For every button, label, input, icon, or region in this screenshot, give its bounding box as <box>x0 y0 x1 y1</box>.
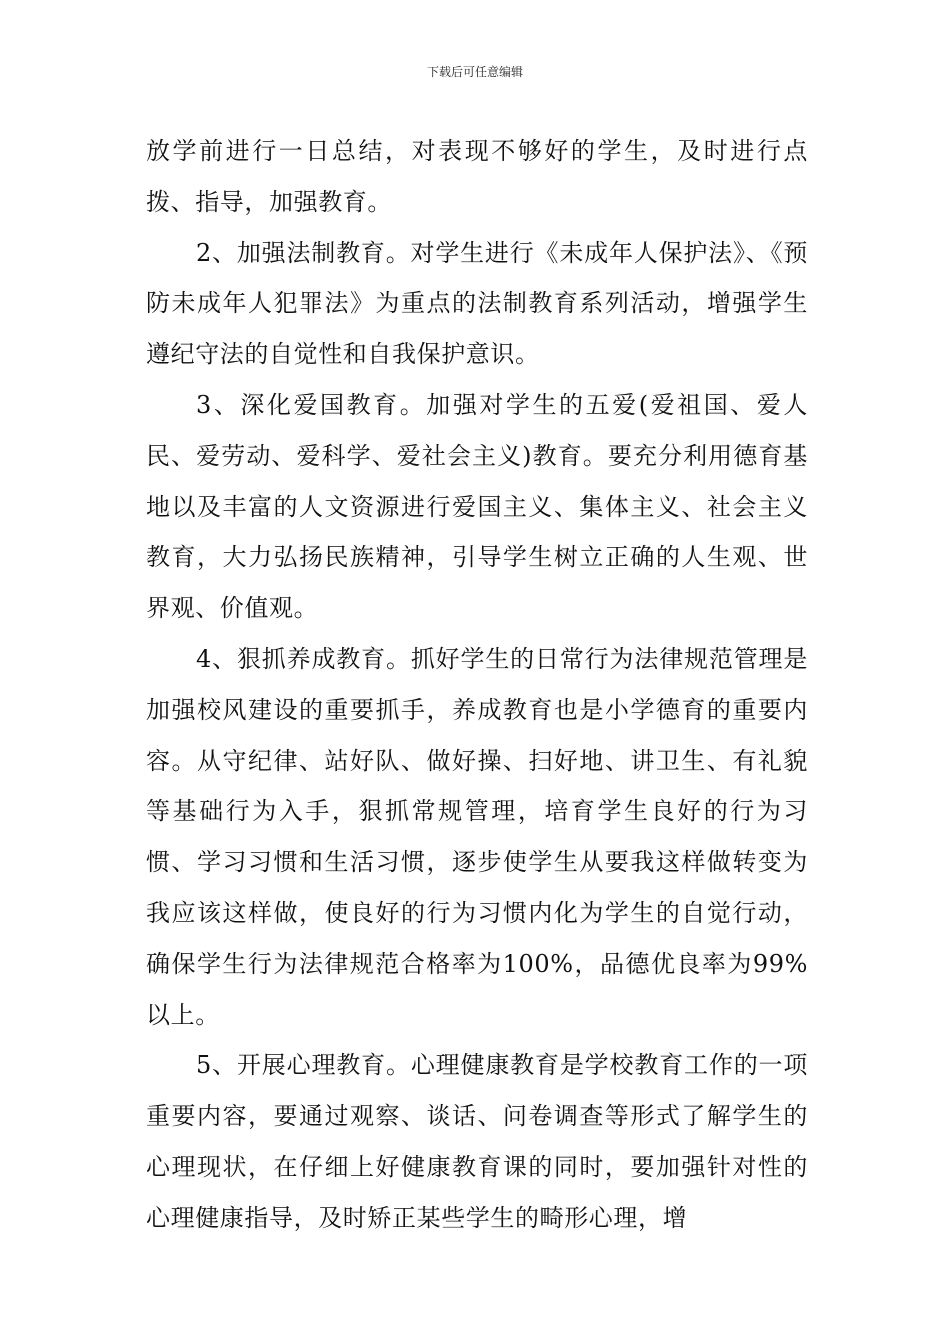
paragraph-legal-education: 2、加强法制教育。对学生进行《未成年人保护法》、《预防未成年人犯罪法》为重点的法制教育系列活动，增强学生遵纪守法的自觉性和自我保护意识。 <box>146 238 808 369</box>
page-header: 下载后可任意编辑 <box>426 65 523 79</box>
paragraph-habit-education: 4、狠抓养成教育。抓好学生的日常行为法律规范管理是加强校风建设的重要抓手，养成教育也是小学德育的重要内容。从守纪律、站好队、做好操、扫好地、讲卫生、有礼貌等基础行为入手，狠抓常规管理，培育学生良好的行为习惯、学习习惯和生活习惯，逐步使学生从要我这样做转变为我应该这样做，使良好的行为习惯内化为学生的自觉行动，确保学生行为法律规范合格率为100%，品德优良率为99%以上。 <box>146 644 808 1029</box>
paragraph-continuation: 放学前进行一日总结，对表现不够好的学生，及时进行点拨、指导，加强教育。 <box>146 137 808 216</box>
document-body <box>146 126 808 1244</box>
paragraph-psychological-education: 5、开展心理教育。心理健康教育是学校教育工作的一项重要内容，要通过观察、谈话、问卷调查等形式了解学生的心理现状，在仔细上好健康教育课的同时，要加强针对性的心理健康指导，及时矫正某些学生的畸形心理，增 <box>146 1051 808 1232</box>
paragraph-patriotic-education: 3、深化爱国教育。加强对学生的五爱(爱祖国、爱人民、爱劳动、爱科学、爱社会主义)教育。要充分利用德育基地以及丰富的人文资源进行爱国主义、集体主义、社会主义教育，大力弘扬民族精神，引导学生树立正确的人生观、世界观、价值观。 <box>146 390 808 623</box>
